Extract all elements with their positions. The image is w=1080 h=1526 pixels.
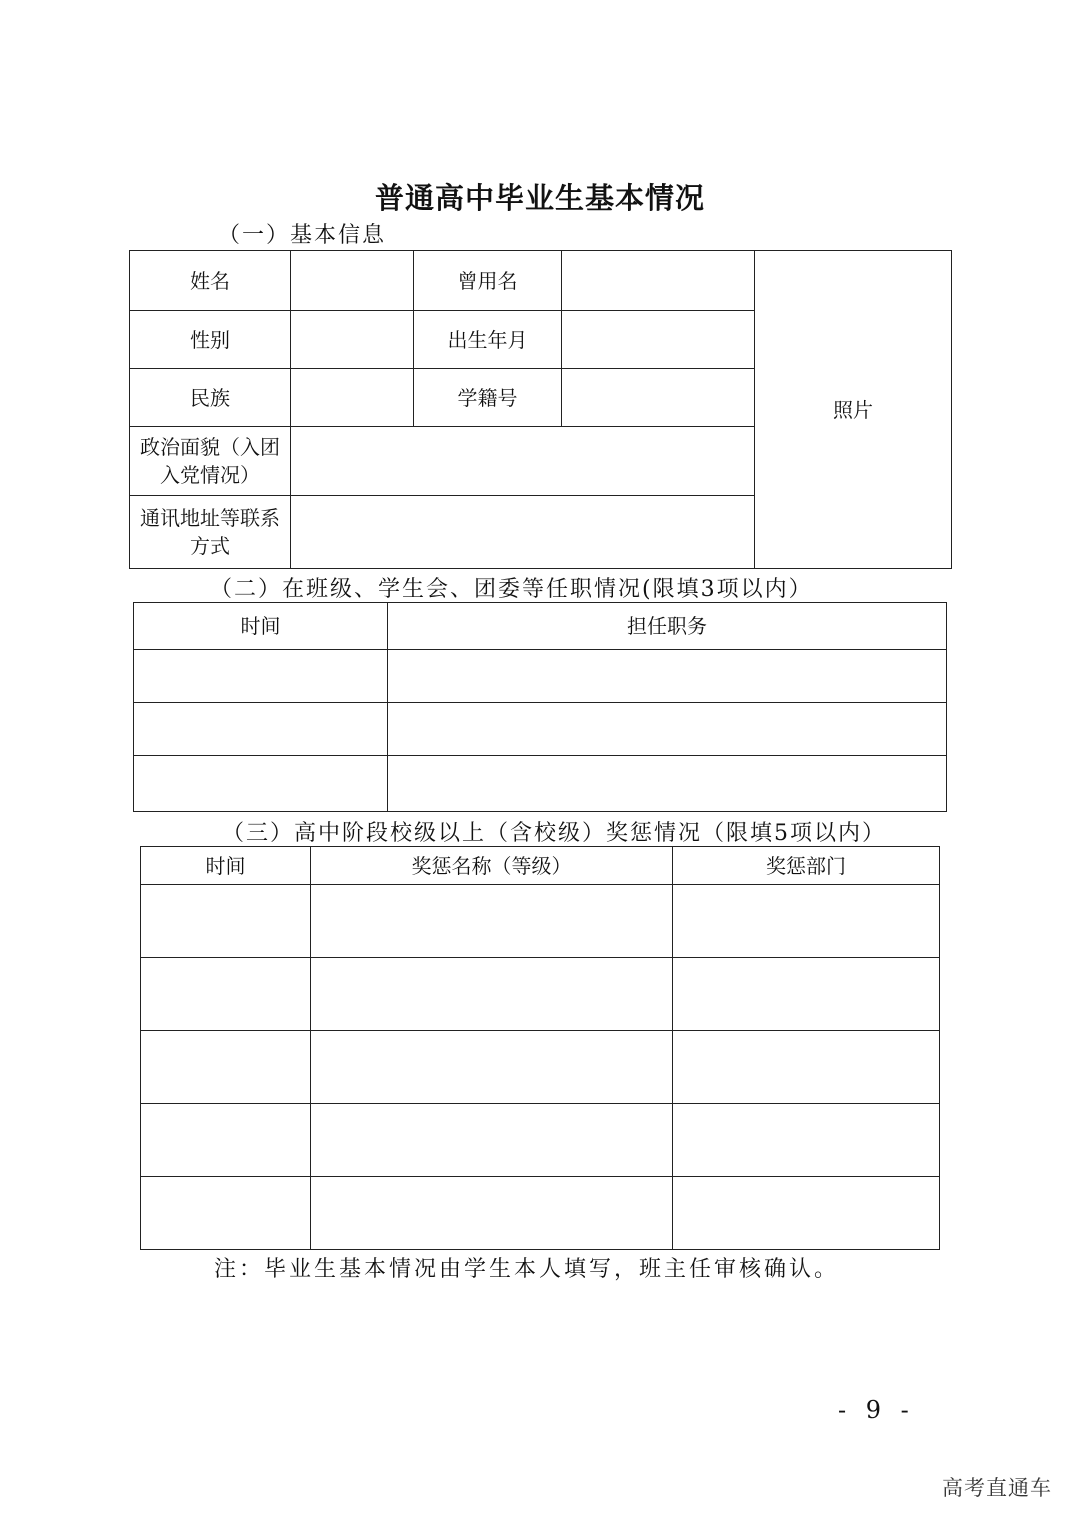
basic-info-table: [129, 250, 952, 569]
student-id-label: 学籍号: [414, 369, 562, 427]
positions-time-cell[interactable]: [134, 650, 388, 703]
awards-dept-cell[interactable]: [673, 1177, 940, 1250]
awards-time-cell[interactable]: [141, 1031, 311, 1104]
awards-dept-cell[interactable]: [673, 1104, 940, 1177]
photo-cell[interactable]: 照片: [755, 251, 952, 569]
ethnicity-label: 民族: [130, 369, 291, 427]
ethnicity-field[interactable]: [291, 369, 414, 427]
awards-header-name: 奖惩名称（等级）: [311, 847, 673, 885]
section3-heading: （三）高中阶段校级以上（含校级）奖惩情况（限填5项以内）: [222, 821, 886, 846]
section1-heading: （一）基本信息: [218, 223, 387, 248]
positions-time-cell[interactable]: [134, 756, 388, 812]
awards-name-cell[interactable]: [311, 1031, 673, 1104]
contact-field[interactable]: [291, 496, 755, 569]
political-label: 政治面貌（入团入党情况）: [130, 427, 291, 496]
awards-name-cell[interactable]: [311, 885, 673, 958]
awards-time-cell[interactable]: [141, 1177, 311, 1250]
awards-time-cell[interactable]: [141, 958, 311, 1031]
awards-name-cell[interactable]: [311, 1177, 673, 1250]
positions-header-role: 担任职务: [388, 603, 947, 650]
awards-header-time: 时间: [141, 847, 311, 885]
birth-field[interactable]: [562, 311, 755, 369]
awards-name-cell[interactable]: [311, 958, 673, 1031]
former-name-field[interactable]: [562, 251, 755, 311]
awards-time-cell[interactable]: [141, 1104, 311, 1177]
watermark: 高考直通车: [942, 1476, 1052, 1500]
positions-table: [133, 602, 947, 812]
positions-role-cell[interactable]: [388, 650, 947, 703]
awards-dept-cell[interactable]: [673, 885, 940, 958]
birth-label: 出生年月: [414, 311, 562, 369]
section2-heading: （二）在班级、学生会、团委等任职情况(限填3项以内）: [210, 577, 813, 602]
positions-role-cell[interactable]: [388, 703, 947, 756]
former-name-label: 曾用名: [414, 251, 562, 311]
name-label: 姓名: [130, 251, 291, 311]
gender-field[interactable]: [291, 311, 414, 369]
positions-role-cell[interactable]: [388, 756, 947, 812]
contact-label: 通讯地址等联系方式: [130, 496, 291, 569]
page-number: - 9 -: [838, 1396, 915, 1424]
positions-time-cell[interactable]: [134, 703, 388, 756]
gender-label: 性别: [130, 311, 291, 369]
student-id-field[interactable]: [562, 369, 755, 427]
name-field[interactable]: [291, 251, 414, 311]
awards-name-cell[interactable]: [311, 1104, 673, 1177]
page-title: 普通高中毕业生基本情况: [374, 181, 705, 215]
footnote: 注：毕业生基本情况由学生本人填写，班主任审核确认。: [214, 1257, 840, 1282]
awards-time-cell[interactable]: [141, 885, 311, 958]
awards-table: [140, 846, 940, 1250]
positions-header-time: 时间: [134, 603, 388, 650]
awards-dept-cell[interactable]: [673, 958, 940, 1031]
awards-dept-cell[interactable]: [673, 1031, 940, 1104]
political-field[interactable]: [291, 427, 755, 496]
awards-header-dept: 奖惩部门: [673, 847, 940, 885]
